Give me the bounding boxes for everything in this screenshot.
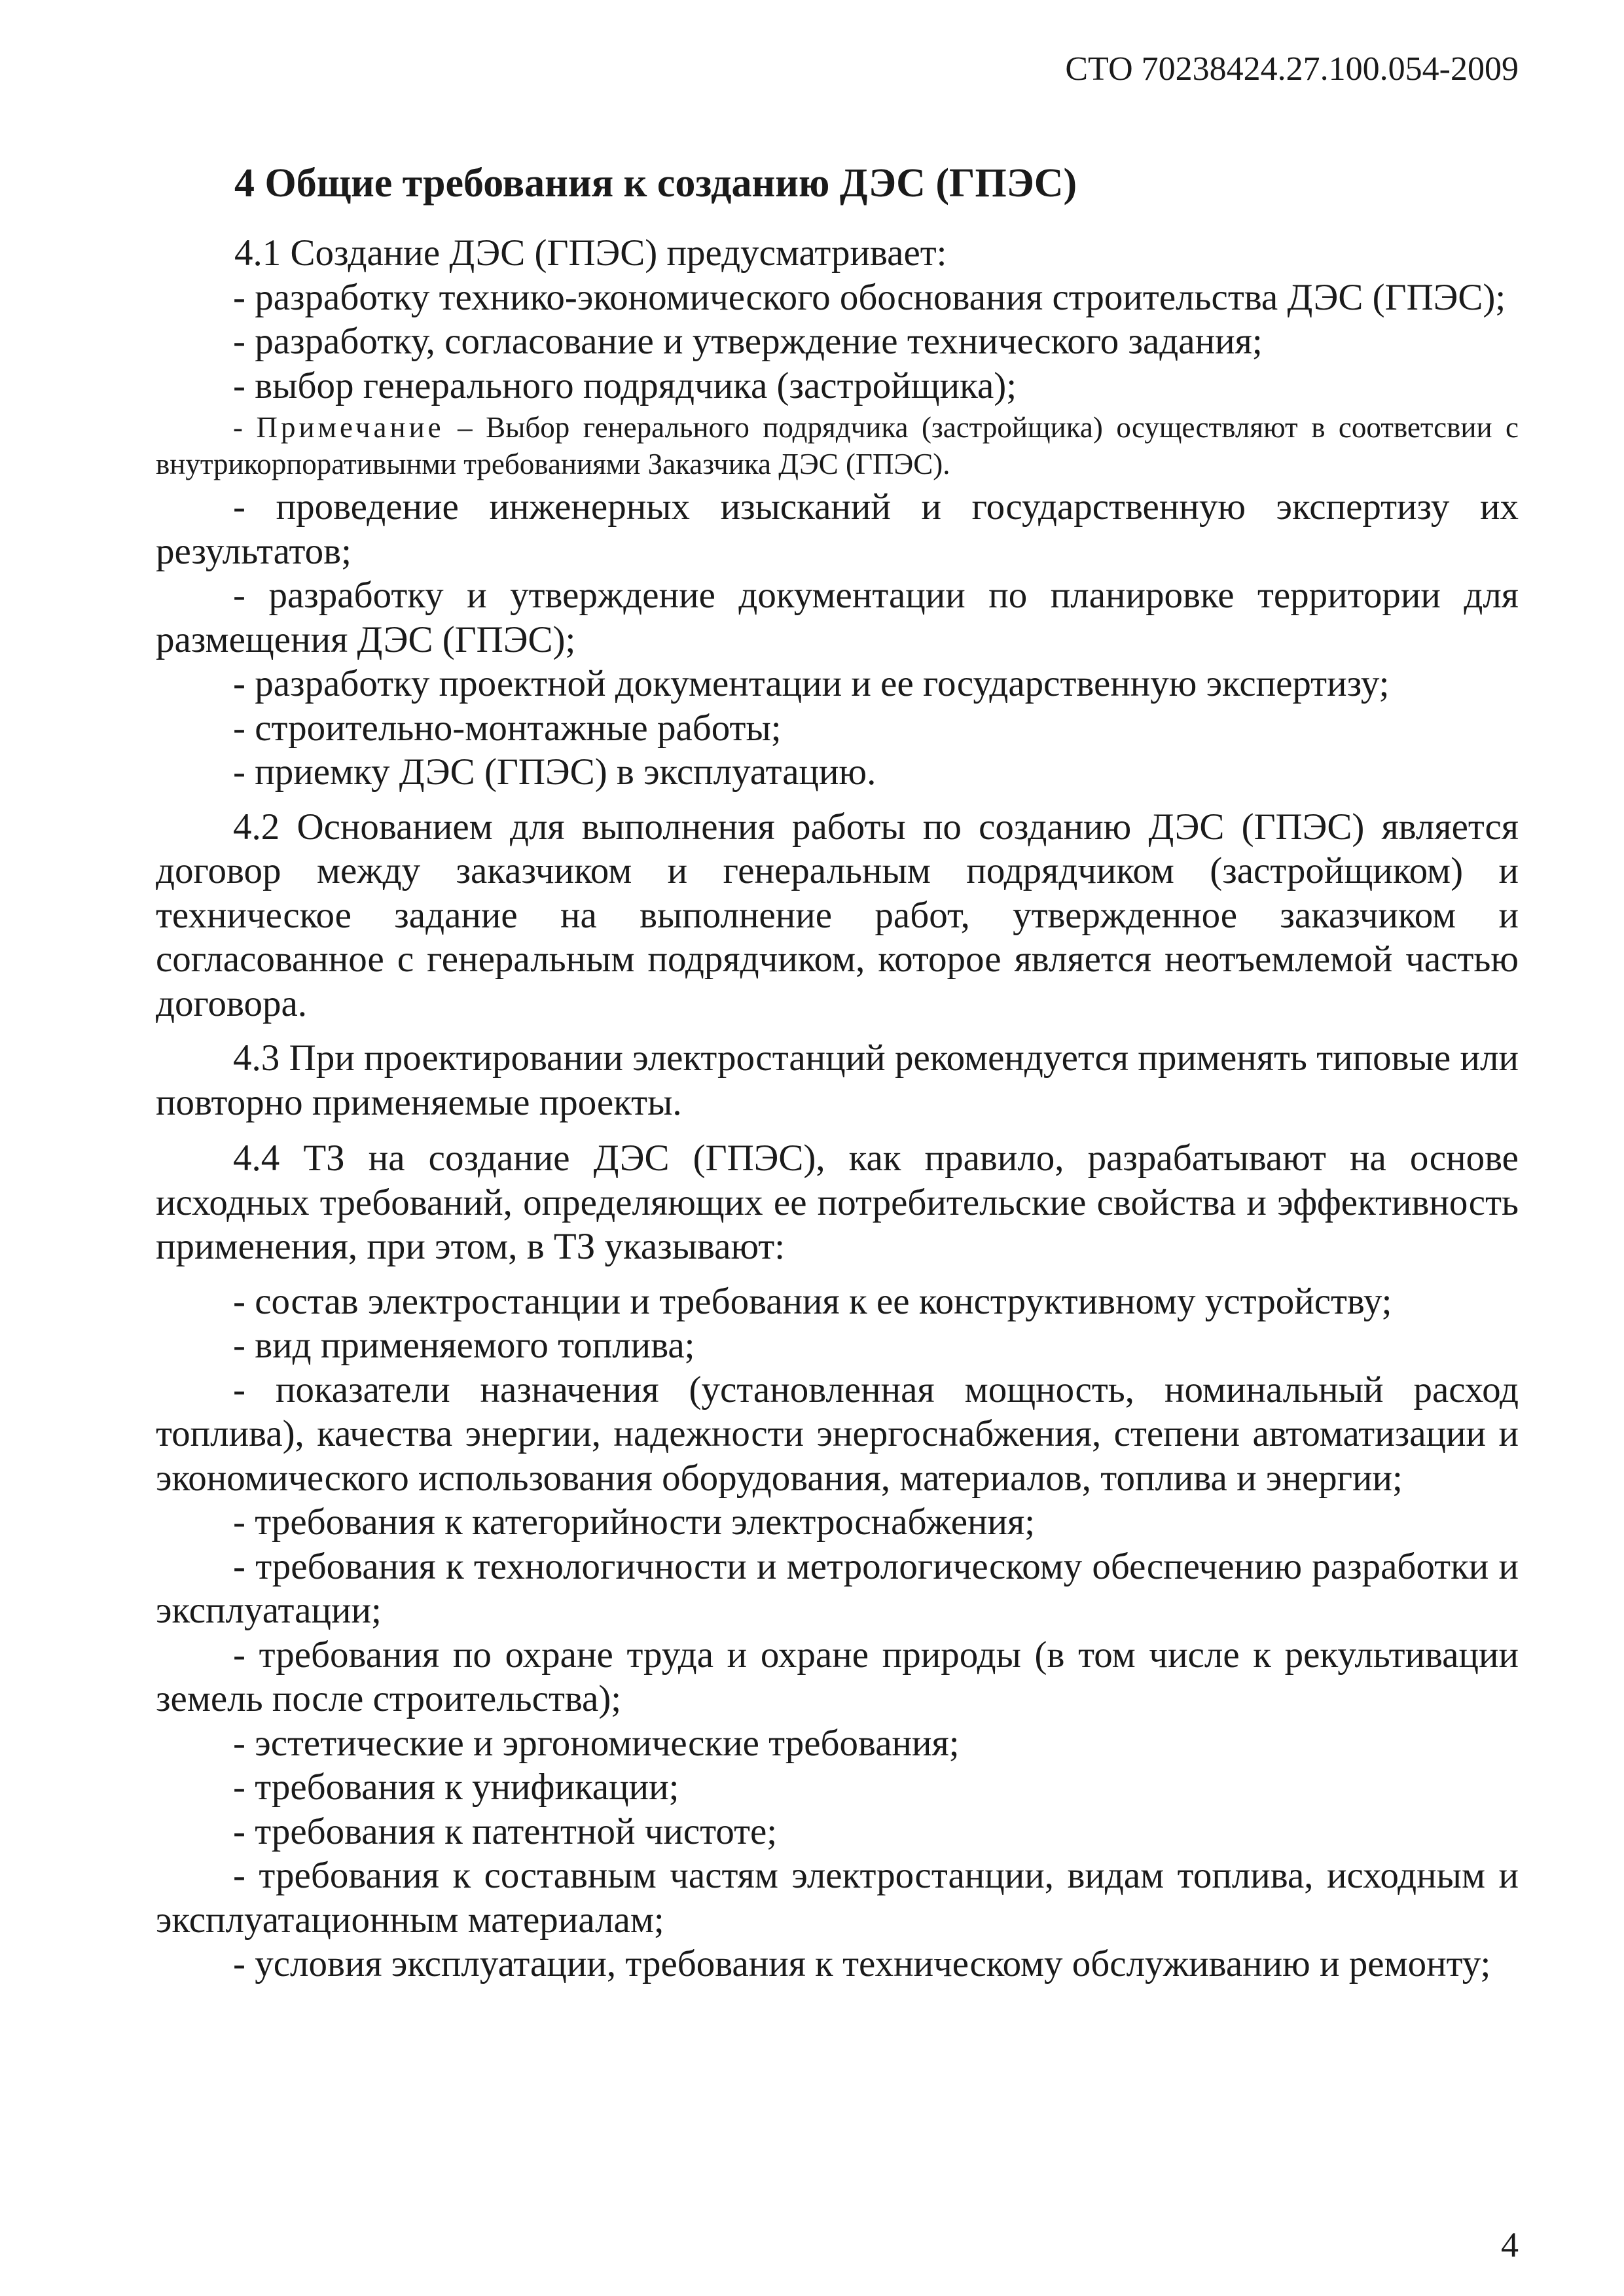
list-item: - состав электростанции и требования к ее конструктивному устройству;	[233, 1280, 1392, 1322]
list-item: - разработку технико-экономического обоснования строительства ДЭС (ГПЭС);	[233, 276, 1506, 318]
list-item: - требования к составным частям электростанции, видам топлива, исходным и эксплуатационным материалам;	[156, 1855, 1519, 1941]
page-content	[156, 157, 1519, 1986]
page-number: 4	[1501, 2225, 1519, 2265]
note-text: – Выбор генерального подрядчика (застройщика) осуществляют в соответсвии с внутрикорпоративынми требованиями Заказчика ДЭС (ГПЭС).	[156, 411, 1519, 480]
list-item: - требования к технологичности и метрологическому обеспечению разработки и эксплуатации;	[156, 1545, 1519, 1631]
list-item: - строительно-монтажные работы;	[233, 707, 782, 749]
section-heading: 4 Общие требования к созданию ДЭС (ГПЭС)	[234, 161, 1077, 206]
list-item: - разработку и утверждение документации по планировке территории для размещения ДЭС (ГПЭС);	[156, 575, 1519, 660]
list-item: - приемку ДЭС (ГПЭС) в эксплуатацию.	[233, 751, 876, 793]
document-code: СТО 70238424.27.100.054-2009	[1065, 50, 1519, 88]
list-item: - требования к патентной чистоте;	[233, 1810, 778, 1852]
list-item: - требования к категорийности электроснабжения;	[233, 1501, 1036, 1543]
list-item: - разработку, согласование и утверждение технического задания;	[233, 321, 1263, 362]
list-item: - проведение инженерных изысканий и государственную экспертизу их результатов;	[156, 486, 1519, 572]
list-item: - эстетические и эргономические требования;	[233, 1722, 960, 1764]
clause-4-3-paragraph: 4.3 При проектировании электростанций рекомендуется применять типовые или повторно применяемые проекты.	[156, 1037, 1519, 1123]
list-item: - требования по охране труда и охране природы (в том числе к рекультивации земель после строительства);	[156, 1634, 1519, 1719]
list-item: - условия эксплуатации, требования к техническому обслуживанию и ремонту;	[233, 1943, 1491, 1984]
clause-4-1-title: 4.1 Создание ДЭС (ГПЭС) предусматривает:	[234, 232, 947, 274]
note-label: Примечание	[256, 411, 444, 444]
clause-4-2-paragraph: 4.2 Основанием для выполнения работы по созданию ДЭС (ГПЭС) является договор между заказчиком и генеральным подрядчиком (застройщиком) и техническое задание на выполнение работ, утвержденное заказчиком и согласованное с генеральным подрядчиком, которое является неотъемлемой частью договора.	[156, 806, 1519, 1024]
list-item: - требования к унификации;	[233, 1767, 679, 1808]
list-item: - выбор генерального подрядчика (застройщика);	[233, 365, 1017, 406]
list-item: - показатели назначения (установленная мощность, номинальный расход топлива), качества энергии, надежности энергоснабжения, степени автоматизации и экономического использования оборудования, материалов, топлива и энергии;	[156, 1369, 1519, 1499]
note-paragraph	[156, 409, 1519, 482]
list-item: - разработку проектной документации и ее государственную экспертизу;	[233, 663, 1390, 704]
list-item: - вид применяемого топлива;	[233, 1325, 695, 1366]
note-prefix: -	[233, 411, 257, 444]
clause-4-4-intro: 4.4 ТЗ на создание ДЭС (ГПЭС), как правило, разрабатывают на основе исходных требований, определяющих ее потребительские свойства и эффективность применения, при этом, в ТЗ указывают:	[156, 1138, 1519, 1267]
